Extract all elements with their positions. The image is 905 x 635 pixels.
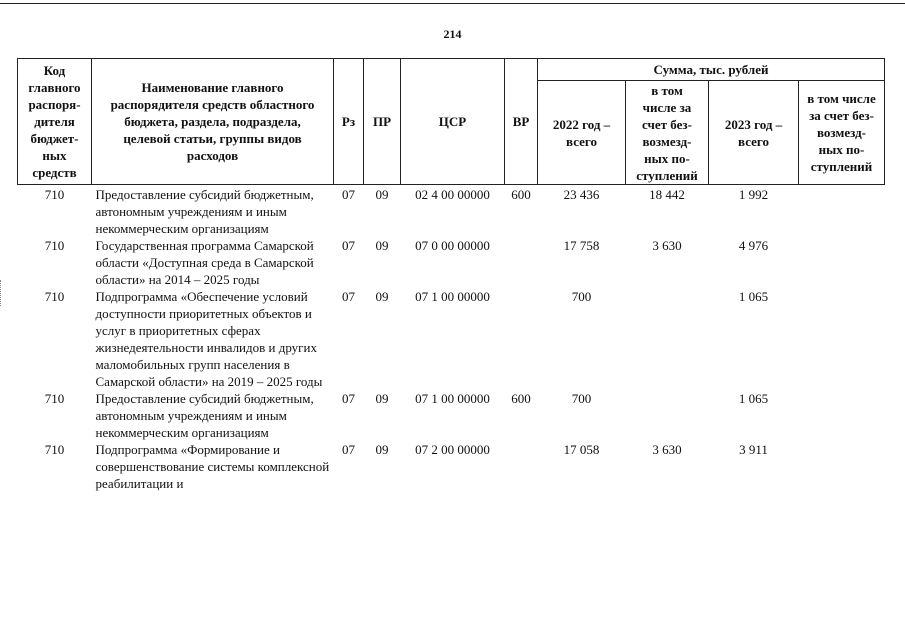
header-name: Наименование главного распорядителя средств областного бюджета, раздела, подраздела, целевой статьи, группы видов расходов <box>92 59 334 185</box>
cell-code: 710 <box>44 238 65 253</box>
cell-name: Государственная программа Самарской области «Доступная среда в Самарской области» на 2014 – 2025 годы <box>95 238 314 287</box>
table-row <box>18 390 885 441</box>
cell-name: Подпрограмма «Формирование и совершенствование системы комплексной реабилитации и <box>95 442 330 491</box>
header-2023-free: в том числе за счет без-возмезд-ных по-ступлений <box>799 81 885 185</box>
header-vr: ВР <box>505 59 538 185</box>
cell-code: 710 <box>44 391 65 406</box>
cell-code: 710 <box>44 442 65 457</box>
cell-2022-total: 23 436 <box>563 187 600 202</box>
scan-margin-mark <box>0 280 4 306</box>
cell-csr: 07 0 00 00000 <box>415 238 490 253</box>
page-number: 214 <box>443 27 462 41</box>
header-csr: ЦСР <box>401 59 505 185</box>
table-row <box>18 237 885 288</box>
header-rz: Рз <box>334 59 364 185</box>
cell-csr: 07 2 00 00000 <box>415 442 490 457</box>
cell-2023-free <box>799 185 885 238</box>
table-row <box>18 441 885 492</box>
cell-2022-free: 3 630 <box>652 238 682 253</box>
budget-table <box>17 58 885 492</box>
cell-code: 710 <box>44 187 65 202</box>
cell-2022-total: 700 <box>571 289 592 304</box>
header-sum: Сумма, тыс. рублей <box>538 59 885 81</box>
header-2023-total: 2023 год – всего <box>709 81 799 185</box>
cell-csr: 02 4 00 00000 <box>415 187 490 202</box>
cell-2022-total: 17 058 <box>563 442 600 457</box>
cell-2022-total: 700 <box>571 391 592 406</box>
cell-vr <box>505 441 538 492</box>
cell-vr <box>505 237 538 288</box>
top-rule <box>0 3 905 4</box>
cell-2023-total: 1 065 <box>738 391 769 406</box>
cell-pr: 09 <box>375 289 389 304</box>
cell-rz: 07 <box>342 187 355 202</box>
cell-pr: 09 <box>375 391 389 406</box>
cell-rz: 07 <box>342 238 355 253</box>
cell-2023-free <box>799 441 885 492</box>
header-code: Код главного распоря-дителя бюджет-ных средств <box>18 59 92 185</box>
cell-csr: 07 1 00 00000 <box>415 289 490 304</box>
cell-name: Предоставление субсидий бюджетным, автономным учреждениям и иным некоммерческим организациям <box>95 187 314 236</box>
cell-name: Предоставление субсидий бюджетным, автономным учреждениям и иным некоммерческим организациям <box>95 391 314 440</box>
cell-2023-free <box>799 237 885 288</box>
cell-code: 710 <box>44 289 65 304</box>
cell-vr: 600 <box>511 187 531 202</box>
header-2022-free: в том числе за счет без-возмезд-ных по-ступлений <box>626 81 709 185</box>
cell-rz: 07 <box>342 289 355 304</box>
cell-csr: 07 1 00 00000 <box>415 391 490 406</box>
cell-2022-free: 18 442 <box>649 187 685 202</box>
cell-2022-free <box>626 288 709 390</box>
cell-vr <box>505 288 538 390</box>
cell-rz: 07 <box>342 391 355 406</box>
cell-vr: 600 <box>511 391 531 406</box>
table-row <box>18 288 885 390</box>
header-2022-total: 2022 год – всего <box>538 81 626 185</box>
cell-name: Подпрограмма «Обеспечение условий доступности приоритетных объектов и услуг в приоритетных сферах жизнедеятельности инвалидов и других маломобильных групп населения в Самарской области» на 2019 – 2025 годы <box>95 289 323 389</box>
cell-2023-total: 3 911 <box>739 442 768 457</box>
cell-2022-free: 3 630 <box>652 442 682 457</box>
cell-2023-free <box>799 288 885 390</box>
cell-2022-total: 17 758 <box>563 238 600 253</box>
cell-pr: 09 <box>375 442 389 457</box>
cell-2023-total: 1 992 <box>738 187 769 202</box>
cell-rz: 07 <box>342 442 355 457</box>
cell-pr: 09 <box>375 187 389 202</box>
cell-pr: 09 <box>375 238 389 253</box>
cell-2023-total: 1 065 <box>738 289 769 304</box>
cell-2022-free <box>626 390 709 441</box>
cell-2023-total: 4 976 <box>738 238 769 253</box>
header-pr: ПР <box>364 59 401 185</box>
table-row <box>18 185 885 238</box>
cell-2023-free <box>799 390 885 441</box>
